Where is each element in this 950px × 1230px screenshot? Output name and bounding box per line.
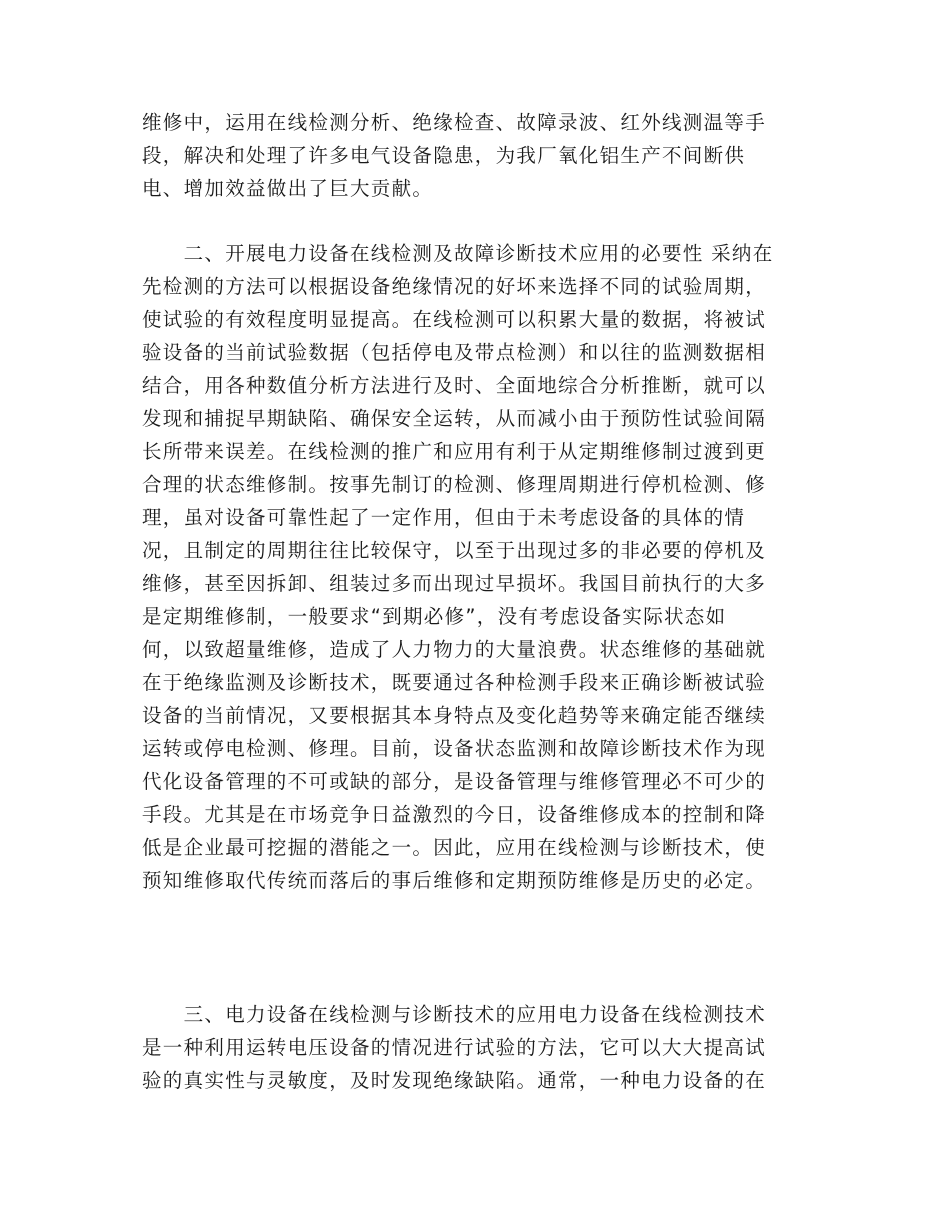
text-line: 使试验的有效程度明显提高。在线检测可以积累大量的数据，将被试: [142, 308, 767, 331]
paragraph-intro-continuation: [142, 106, 822, 205]
text-line: 是一种利用运转电压设备的情况进行试验的方法，它可以大大提高试: [142, 1036, 767, 1059]
text-line: 况，且制定的周期往往比较保守，以至于出现过多的非必要的停机及: [142, 539, 767, 562]
text-line: 先检测的方法可以根据设备绝缘情况的好坏来选择不同的试验周期，: [142, 275, 767, 298]
text-line: 何，以致超量维修，造成了人力物力的大量浪费。状态维修的基础就: [142, 638, 767, 661]
text-line: 维修，甚至因拆卸、组装过多而出现过早损坏。我国目前执行的大多: [142, 572, 767, 595]
paragraph-section-two: [142, 237, 822, 897]
text-line: 电、增加效益做出了巨大贡献。: [142, 177, 434, 200]
text-line: 验设备的当前试验数据（包括停电及带点检测）和以往的监测数据相: [142, 341, 767, 364]
paragraph-section-three: [142, 998, 822, 1097]
text-line: 验的真实性与灵敏度，及时发现绝缘缺陷。通常，一种电力设备的在: [142, 1069, 767, 1092]
text-line: 代化设备管理的不可或缺的部分，是设备管理与维修管理必不可少的: [142, 770, 767, 793]
text-line: 维修中，运用在线检测分析、绝缘检查、故障录波、红外线测温等手: [142, 111, 767, 134]
text-line: 三、电力设备在线检测与诊断技术的应用电力设备在线检测技术: [142, 1003, 767, 1026]
text-line: 结合，用各种数值分析方法进行及时、全面地综合分析推断，就可以: [142, 374, 767, 397]
text-line: 理，虽对设备可靠性起了一定作用，但由于未考虑设备的具体的情: [142, 506, 746, 529]
text-line: 二、开展电力设备在线检测及故障诊断技术应用的必要性 采纳在: [142, 242, 774, 265]
text-line: 设备的当前情况，又要根据其本身特点及变化趋势等来确定能否继续: [142, 704, 767, 727]
text-line: 合理的状态维修制。按事先制订的检测、修理周期进行停机检测、修: [142, 473, 767, 496]
text-line: 预知维修取代传统而落后的事后维修和定期预防维修是历史的必定。: [142, 869, 767, 892]
text-line: 长所带来误差。在线检测的推广和应用有利于从定期维修制过渡到更: [142, 440, 767, 463]
text-line: 发现和捕捉早期缺陷、确保安全运转，从而减小由于预防性试验间隔: [142, 407, 767, 430]
text-line: 运转或停电检测、修理。目前，设备状态监测和故障诊断技术作为现: [142, 737, 767, 760]
text-line: 是定期维修制，一般要求“到期必修”，没有考虑设备实际状态如: [142, 605, 727, 628]
text-line: 段，解决和处理了许多电气设备隐患，为我厂氧化铝生产不间断供: [142, 144, 746, 167]
text-line: 手段。尤其是在市场竞争日益激烈的今日，设备维修成本的控制和降: [142, 803, 767, 826]
text-line: 在于绝缘监测及诊断技术，既要通过各种检测手段来正确诊断被试验: [142, 671, 767, 694]
text-line: 低是企业最可挖掘的潜能之一。因此，应用在线检测与诊断技术，使: [142, 836, 767, 859]
